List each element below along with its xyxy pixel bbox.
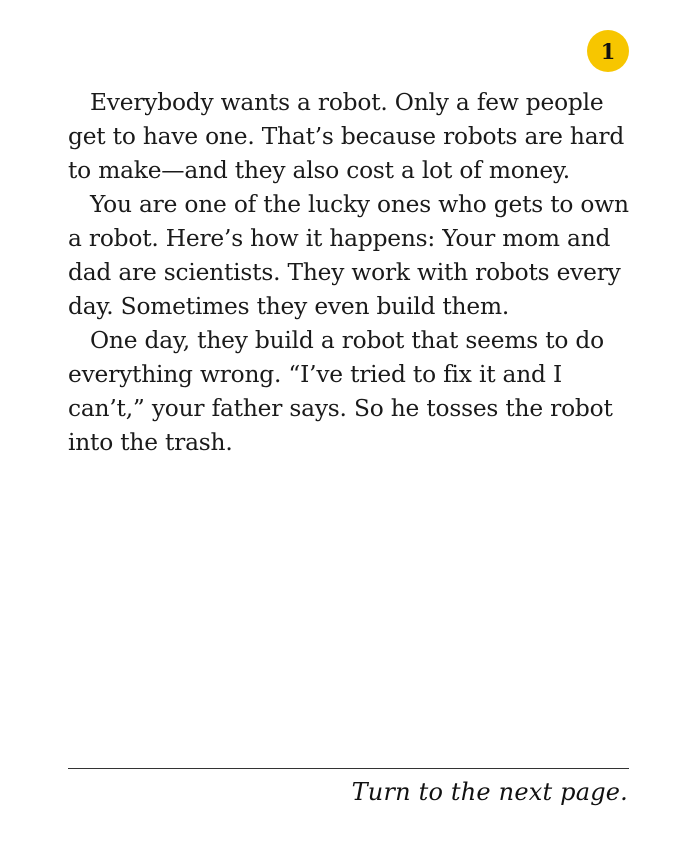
story-paragraph-2: You are one of the lucky ones who gets to own a robot. Here’s how it happens: Your mom and dad are scientists. They work with robots every day. Sometimes they even build them. — [68, 191, 629, 320]
page-number-badge — [587, 30, 629, 72]
turn-page-instruction: Turn to the next page. — [351, 778, 628, 806]
footer-divider — [68, 768, 629, 769]
story-paragraph-3: One day, they build a robot that seems to do everything wrong. “I’ve tried to fix it and I can’t,” your father says. So he tosses the robot into the trash. — [68, 327, 613, 456]
page-number: 1 — [600, 38, 616, 64]
story-text — [68, 86, 636, 460]
story-paragraph-1: Everybody wants a robot. Only a few people get to have one. That’s because robots are hard to make—and they also cost a lot of money. — [68, 89, 625, 184]
